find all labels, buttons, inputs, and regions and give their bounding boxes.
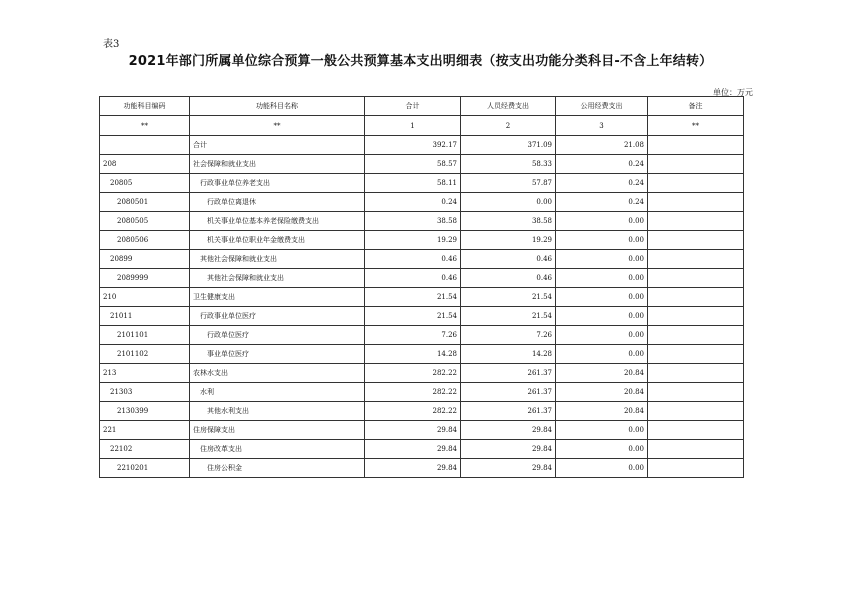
cell-name: 住房改革支出 [190,440,365,459]
cell-code: 221 [100,421,190,440]
table-row [100,383,744,402]
cell-note [648,174,744,193]
header-personnel: 人员经费支出 [461,97,556,116]
unit-label: 单位：万元 [713,88,753,97]
table-row [100,307,744,326]
subheader-row [100,116,744,136]
table-row [100,459,744,478]
cell-name: 机关事业单位基本养老保险缴费支出 [190,212,365,231]
cell-public: 21.08 [556,136,648,155]
cell-personnel: 0.46 [461,250,556,269]
cell-name: 行政事业单位医疗 [190,307,365,326]
cell-name: 行政单位离退休 [190,193,365,212]
table-row [100,440,744,459]
cell-public: 0.00 [556,307,648,326]
cell-note [648,421,744,440]
cell-code: 2080501 [100,193,190,212]
table-row [100,174,744,193]
cell-note [648,288,744,307]
cell-note [648,250,744,269]
cell-note [648,402,744,421]
cell-note [648,345,744,364]
cell-total: 29.84 [365,459,461,478]
cell-note [648,231,744,250]
cell-public: 20.84 [556,364,648,383]
cell-public: 0.24 [556,174,648,193]
header-row [100,97,744,116]
cell-code [100,136,190,155]
subheader-public: 3 [556,116,648,136]
cell-note [648,307,744,326]
subheader-note: ** [648,116,744,136]
cell-personnel: 261.37 [461,364,556,383]
cell-personnel: 261.37 [461,383,556,402]
cell-personnel: 7.26 [461,326,556,345]
cell-name: 卫生健康支出 [190,288,365,307]
table-row [100,326,744,345]
cell-total: 282.22 [365,402,461,421]
cell-note [648,326,744,345]
cell-name: 社会保障和就业支出 [190,155,365,174]
cell-personnel: 29.84 [461,421,556,440]
cell-total: 0.46 [365,250,461,269]
cell-name: 机关事业单位职业年金缴费支出 [190,231,365,250]
cell-total: 0.46 [365,269,461,288]
cell-name: 行政单位医疗 [190,326,365,345]
cell-code: 2210201 [100,459,190,478]
cell-total: 58.11 [365,174,461,193]
cell-code: 21303 [100,383,190,402]
table-row [100,231,744,250]
table-row [100,345,744,364]
cell-name: 其他社会保障和就业支出 [190,250,365,269]
cell-public: 0.00 [556,212,648,231]
cell-personnel: 0.46 [461,269,556,288]
page-title: 2021年部门所属单位综合预算一般公共预算基本支出明细表（按支出功能分类科目-不含上年结转） [128,54,713,69]
cell-note [648,383,744,402]
cell-public: 0.00 [556,421,648,440]
cell-total: 38.58 [365,212,461,231]
cell-total: 19.29 [365,231,461,250]
cell-public: 20.84 [556,383,648,402]
cell-public: 20.84 [556,402,648,421]
subheader-code: ** [100,116,190,136]
cell-public: 0.00 [556,288,648,307]
cell-personnel: 29.84 [461,440,556,459]
header-note: 备注 [648,97,744,116]
cell-code: 2101102 [100,345,190,364]
cell-name: 合计 [190,136,365,155]
cell-public: 0.24 [556,193,648,212]
cell-note [648,364,744,383]
cell-personnel: 21.54 [461,288,556,307]
cell-total: 282.22 [365,364,461,383]
budget-table [99,96,744,478]
cell-public: 0.00 [556,250,648,269]
cell-name: 其他社会保障和就业支出 [190,269,365,288]
table-row [100,402,744,421]
header-public: 公用经费支出 [556,97,648,116]
cell-personnel: 0.00 [461,193,556,212]
table-row [100,193,744,212]
cell-personnel: 21.54 [461,307,556,326]
cell-total: 7.26 [365,326,461,345]
cell-public: 0.00 [556,459,648,478]
cell-public: 0.00 [556,326,648,345]
cell-public: 0.00 [556,440,648,459]
cell-code: 2130399 [100,402,190,421]
cell-personnel: 29.84 [461,459,556,478]
cell-total: 21.54 [365,288,461,307]
cell-name: 行政事业单位养老支出 [190,174,365,193]
cell-personnel: 19.29 [461,231,556,250]
cell-code: 22102 [100,440,190,459]
cell-name: 住房保障支出 [190,421,365,440]
cell-code: 2080506 [100,231,190,250]
cell-public: 0.00 [556,231,648,250]
cell-personnel: 57.87 [461,174,556,193]
cell-total: 29.84 [365,421,461,440]
cell-note [648,459,744,478]
header-total: 合计 [365,97,461,116]
cell-code: 21011 [100,307,190,326]
cell-name: 住房公积金 [190,459,365,478]
cell-total: 58.57 [365,155,461,174]
cell-note [648,269,744,288]
cell-note [648,136,744,155]
header-code: 功能科目编码 [100,97,190,116]
cell-total: 282.22 [365,383,461,402]
cell-note [648,193,744,212]
subheader-name: ** [190,116,365,136]
cell-code: 210 [100,288,190,307]
cell-code: 2101101 [100,326,190,345]
cell-name: 农林水支出 [190,364,365,383]
cell-code: 213 [100,364,190,383]
cell-total: 0.24 [365,193,461,212]
cell-public: 0.00 [556,269,648,288]
cell-personnel: 14.28 [461,345,556,364]
cell-note [648,440,744,459]
cell-name: 事业单位医疗 [190,345,365,364]
header-name: 功能科目名称 [190,97,365,116]
cell-personnel: 371.09 [461,136,556,155]
cell-code: 20899 [100,250,190,269]
table-row [100,288,744,307]
cell-code: 2080505 [100,212,190,231]
cell-public: 0.24 [556,155,648,174]
cell-total: 392.17 [365,136,461,155]
subheader-personnel: 2 [461,116,556,136]
subheader-total: 1 [365,116,461,136]
cell-note [648,212,744,231]
cell-total: 29.84 [365,440,461,459]
cell-personnel: 58.33 [461,155,556,174]
cell-code: 208 [100,155,190,174]
cell-code: 20805 [100,174,190,193]
table-row [100,421,744,440]
cell-note [648,155,744,174]
table-row [100,250,744,269]
table-row [100,155,744,174]
cell-total: 21.54 [365,307,461,326]
table-row [100,364,744,383]
cell-name: 其他水利支出 [190,402,365,421]
cell-personnel: 261.37 [461,402,556,421]
table-row [100,269,744,288]
table-row [100,212,744,231]
table-number: 表3 [103,39,120,50]
table-row [100,136,744,155]
cell-name: 水利 [190,383,365,402]
cell-code: 2089999 [100,269,190,288]
cell-personnel: 38.58 [461,212,556,231]
cell-total: 14.28 [365,345,461,364]
cell-public: 0.00 [556,345,648,364]
